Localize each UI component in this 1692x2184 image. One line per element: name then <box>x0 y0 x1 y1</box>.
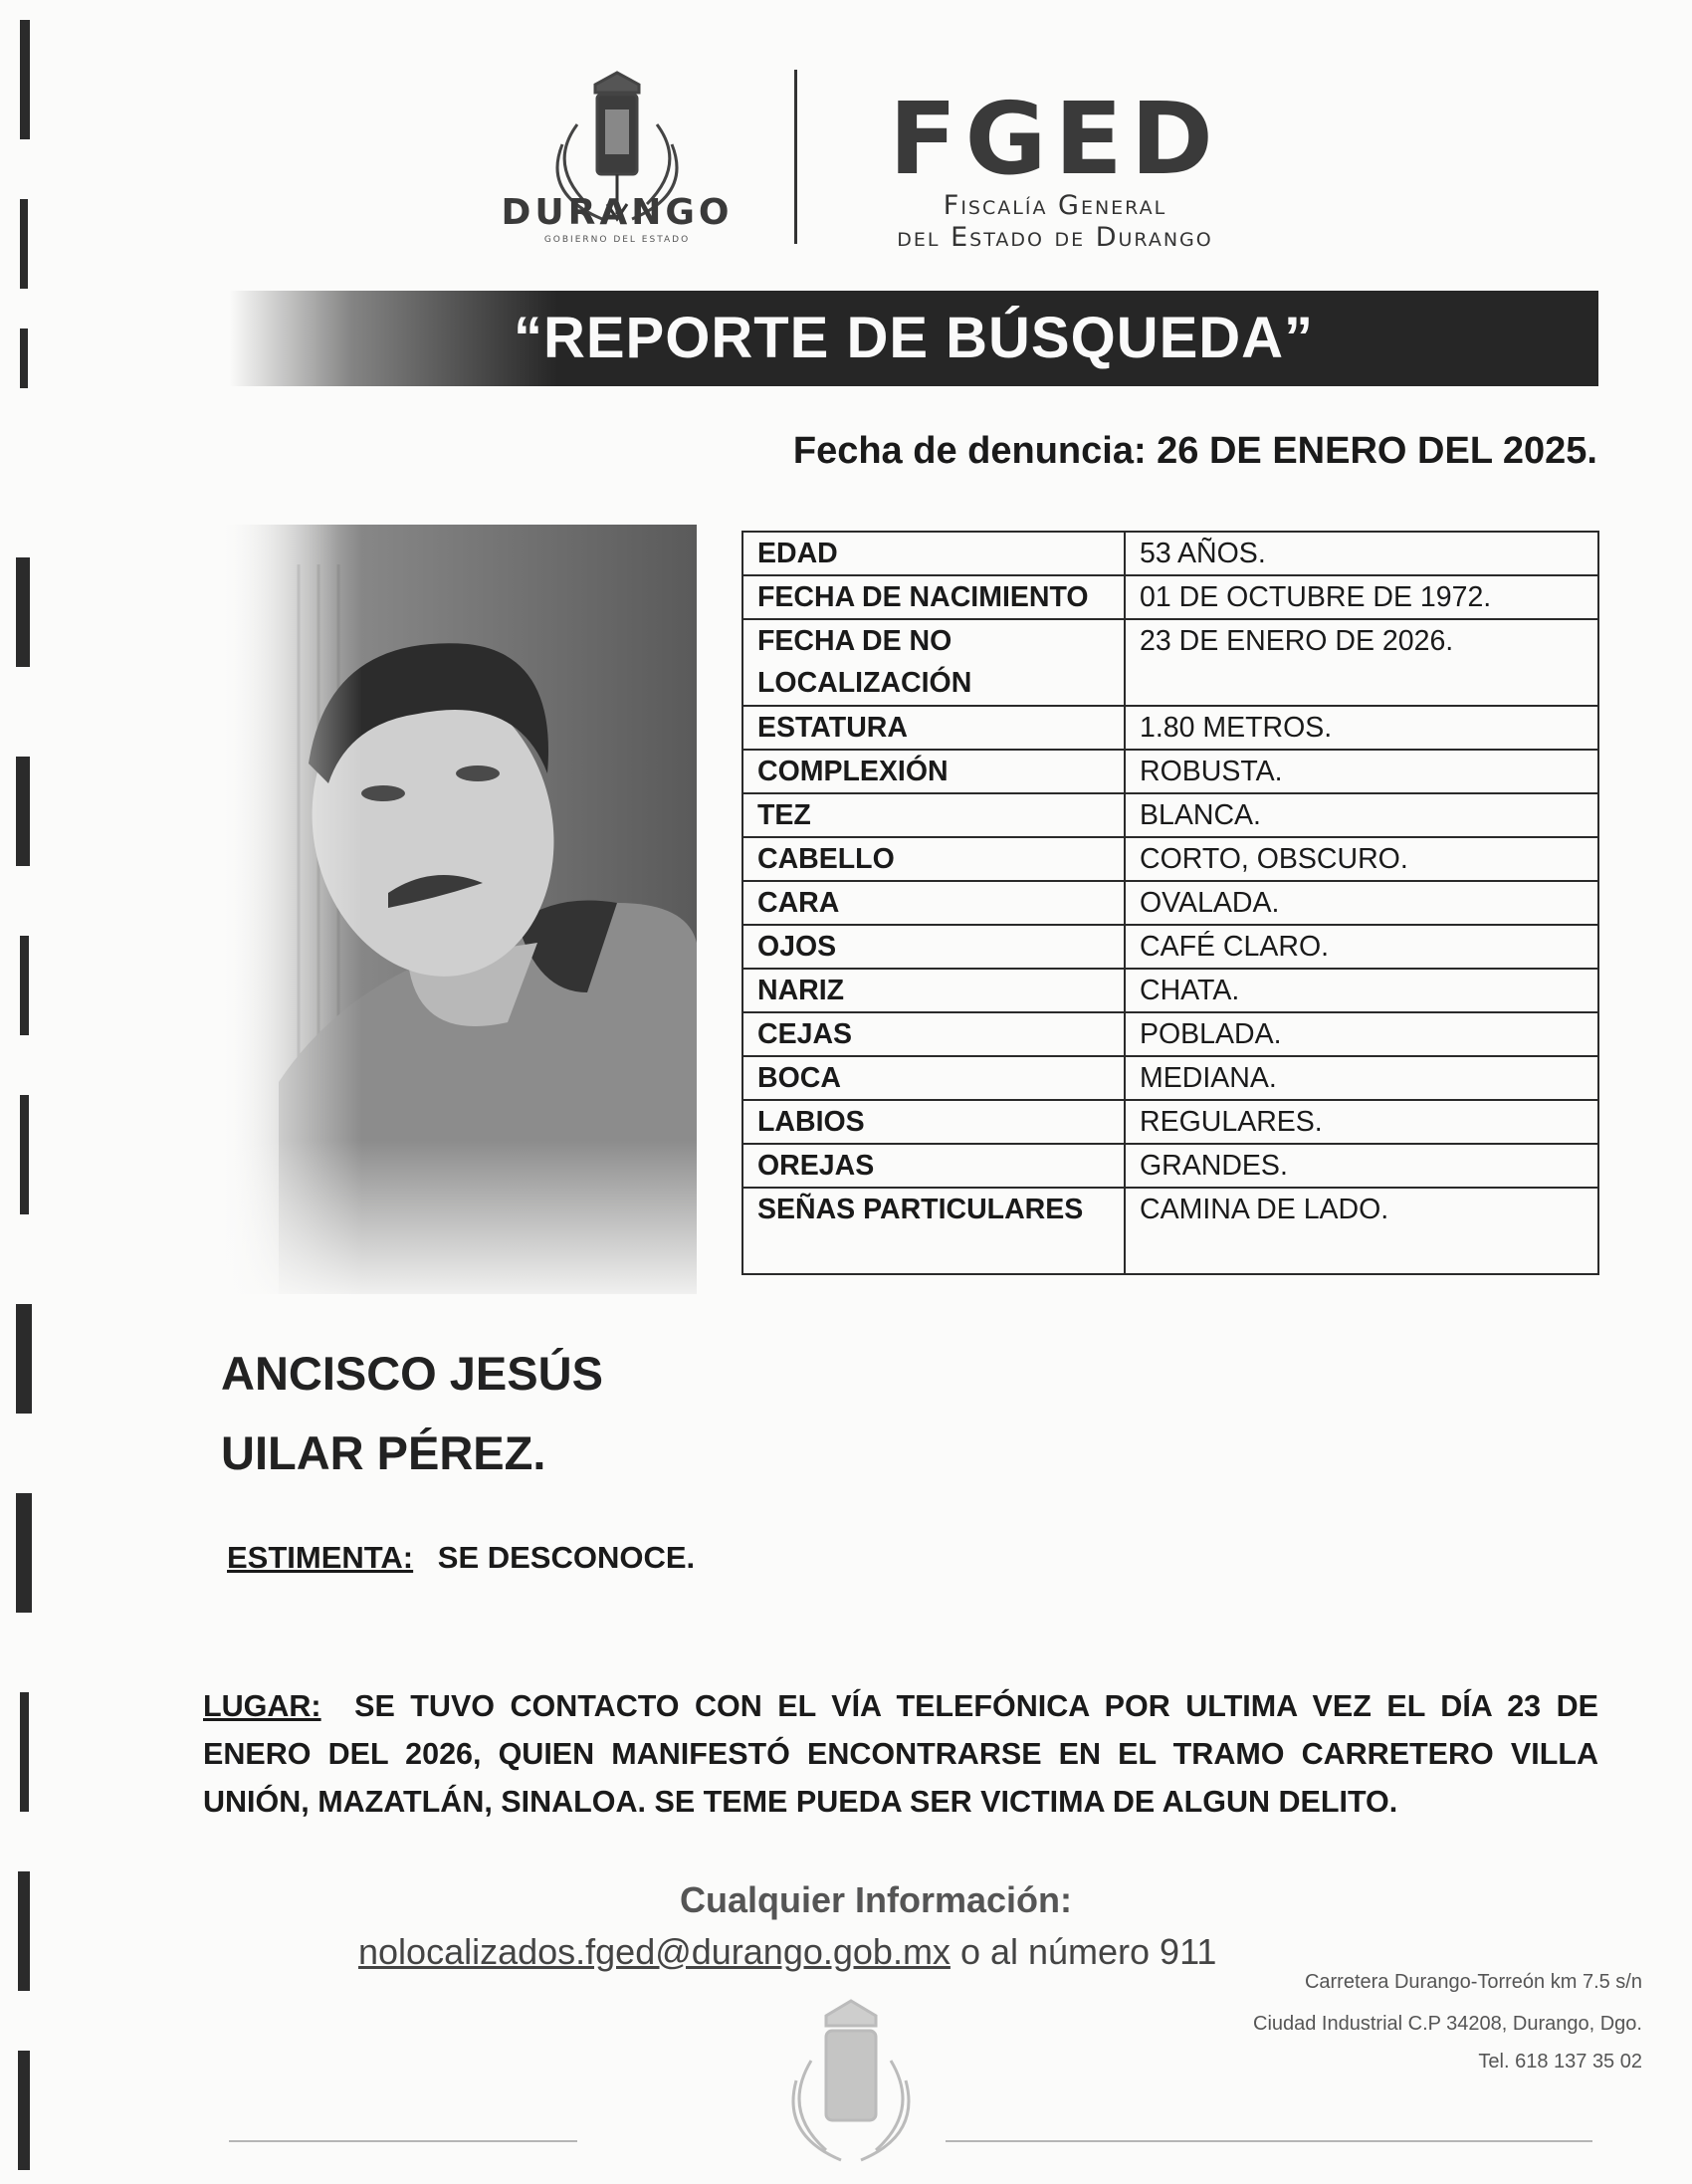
place-text: SE TUVO CONTACTO CON EL VÍA TELEFÓNICA POR ULTIMA VEZ EL DÍA 23 DE ENERO DEL 2026, QUIEN MANIFESTÓ ENCONTRARSE EN EL TRAMO CARRETERO VILLA UNIÓN, MAZATLÁN, SINALOA. SE TEME PUEDA SER VICTIMA DE ALGUN DELITO. <box>203 1689 1598 1819</box>
clothing-label: ESTIMENTA: <box>227 1540 414 1575</box>
field-label: NARIZ <box>742 969 1125 1012</box>
fged-line-1: Fiscalía General <box>943 190 1167 221</box>
field-label: CEJAS <box>742 1012 1125 1056</box>
fged-logo <box>866 81 1244 253</box>
field-label: CABELLO <box>742 837 1125 881</box>
table-row <box>742 969 1598 1012</box>
table-row <box>742 1144 1598 1188</box>
field-value: 53 AÑOS. <box>1125 532 1598 575</box>
person-name-line-1: ANCISCO JESÚS <box>221 1347 603 1400</box>
field-value: GRANDES. <box>1125 1144 1598 1188</box>
table-row <box>742 925 1598 969</box>
table-row <box>742 532 1598 575</box>
field-value: REGULARES. <box>1125 1100 1598 1144</box>
state-seal-watermark <box>756 1991 946 2165</box>
field-value: MEDIANA. <box>1125 1056 1598 1100</box>
field-label: OREJAS <box>742 1144 1125 1188</box>
person-photo <box>219 525 697 1294</box>
field-label: COMPLEXIÓN <box>742 750 1125 793</box>
field-value: BLANCA. <box>1125 793 1598 837</box>
table-row <box>742 1100 1598 1144</box>
field-label: OJOS <box>742 925 1125 969</box>
fged-title: FGED <box>889 81 1221 197</box>
durango-state-logo <box>468 65 766 249</box>
field-value: 1.80 METROS. <box>1125 706 1598 750</box>
field-label: SEÑAS PARTICULARES <box>742 1188 1125 1274</box>
field-value: CAFÉ CLARO. <box>1125 925 1598 969</box>
footer-rule-right <box>946 2140 1592 2142</box>
table-row <box>742 881 1598 925</box>
table-row <box>742 750 1598 793</box>
header-divider <box>794 70 797 244</box>
place-section <box>203 1682 1598 1826</box>
report-date: Fecha de denuncia: 26 DE ENERO DEL 2025. <box>792 430 1597 472</box>
description-table <box>741 531 1599 1275</box>
field-value: CHATA. <box>1125 969 1598 1012</box>
person-name-line-2: UILAR PÉREZ. <box>221 1426 546 1479</box>
field-label: FECHA DE NO LOCALIZACIÓN <box>742 619 1125 706</box>
field-label: TEZ <box>742 793 1125 837</box>
field-label: LABIOS <box>742 1100 1125 1144</box>
field-label: CARA <box>742 881 1125 925</box>
table-row <box>742 1188 1598 1274</box>
field-value: OVALADA. <box>1125 881 1598 925</box>
durango-logo-subtext: GOBIERNO DEL ESTADO <box>543 235 691 245</box>
durango-logo-text: DURANGO <box>501 192 734 233</box>
place-label: LUGAR: <box>203 1689 321 1723</box>
table-row <box>742 1012 1598 1056</box>
table-row <box>742 793 1598 837</box>
field-value: 01 DE OCTUBRE DE 1972. <box>1125 575 1598 619</box>
report-title: “REPORTE DE BÚSQUEDA” <box>513 306 1315 370</box>
field-value: 23 DE ENERO DE 2026. <box>1125 619 1598 706</box>
field-label: FECHA DE NACIMIENTO <box>742 575 1125 619</box>
footer-rule-left <box>229 2140 577 2142</box>
contact-title: Cualquier Información: <box>679 1879 1073 1920</box>
address-line-2: Ciudad Industrial C.P 34208, Durango, Dgo. <box>1253 2013 1642 2035</box>
field-label: ESTATURA <box>742 706 1125 750</box>
contact-email-link[interactable]: nolocalizados.fged@durango.gob.mx <box>358 1931 951 1972</box>
table-row <box>742 575 1598 619</box>
table-row <box>742 619 1598 706</box>
address-line-1: Carretera Durango-Torreón km 7.5 s/n <box>1304 1971 1642 1993</box>
field-value: ROBUSTA. <box>1125 750 1598 793</box>
field-value: CORTO, OBSCURO. <box>1125 837 1598 881</box>
contact-phone-text: o al número 911 <box>950 1931 1217 1972</box>
field-label: BOCA <box>742 1056 1125 1100</box>
title-banner <box>229 291 1598 386</box>
binder-holes <box>14 0 74 2184</box>
field-value: CAMINA DE LADO. <box>1125 1188 1598 1274</box>
contact-line <box>358 1931 1354 1973</box>
field-label: EDAD <box>742 532 1125 575</box>
table-row <box>742 1056 1598 1100</box>
fged-line-2: del Estado de Durango <box>897 222 1213 253</box>
clothing-value: SE DESCONOCE. <box>437 1540 696 1575</box>
address-phone: Tel. 618 137 35 02 <box>1478 2051 1642 2073</box>
table-row <box>742 706 1598 750</box>
field-value: POBLADA. <box>1125 1012 1598 1056</box>
table-row <box>742 837 1598 881</box>
clothing-section <box>227 1540 695 1576</box>
